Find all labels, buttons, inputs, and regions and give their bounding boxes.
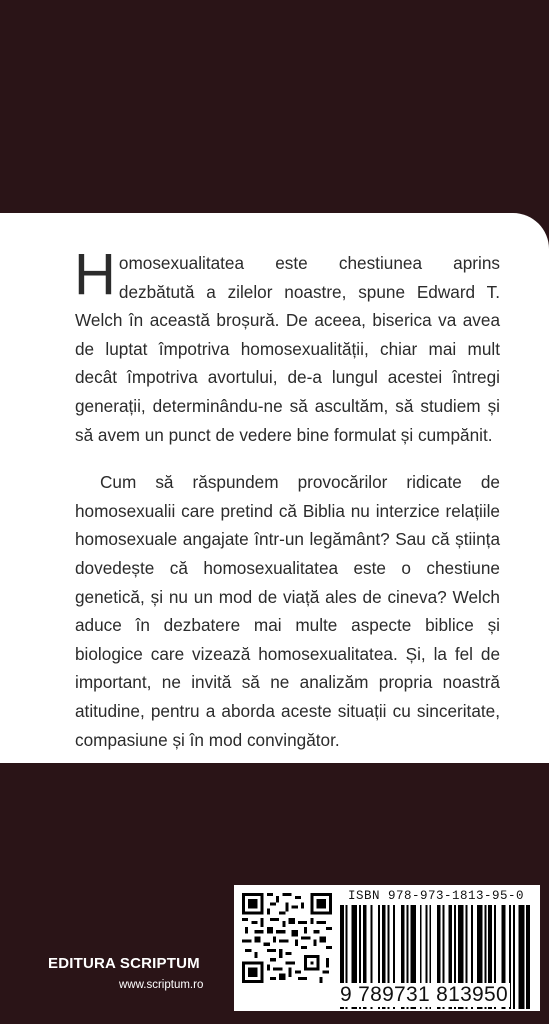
publisher-name: EDITURA SCRIPTUM xyxy=(48,955,200,972)
barcode-bar xyxy=(519,905,525,1009)
barcode-bar xyxy=(513,905,515,1009)
paragraph-1-text: omosexualitatea este chestiunea aprins dezbătută a zilelor noastre, spune Edward T. Welch în această broșură. De aceea, biserica va avea de luptat împotriva homosexualității, chiar mai mult decât împotriva avortului, de-a lungul acestei întregi generații, determinându-ne să ascultăm, să studiem și să avem un punct de vedere bine formulat și cumpănit. xyxy=(75,253,500,445)
paragraph-1 xyxy=(74,242,500,449)
isbn-label: ISBN 978-973-1813-95-0 xyxy=(348,889,525,903)
isbn-code-box xyxy=(234,885,540,1011)
paragraph-2: Cum să răspundem provocărilor ridicate de homosexualii care pretind că Biblia nu interzice relațiile homosexuale angajate într-un legământ? Sau că știința dovedește că homosexualitatea este o chestiune genetică, și nu un mod de viață ales de cineva? Welch aduce în dezbatere mai multe aspecte biblice și biologice care vizează homosexualitatea. Și, la fel de important, ne invită să ne analizăm propria noastră atitudine, pentru a aborda aceste situații cu sinceritate, compasiune și în mod convingător. xyxy=(75,472,500,750)
barcode-bar xyxy=(526,905,530,1009)
back-cover-description xyxy=(74,242,500,754)
qr-code-icon xyxy=(242,893,332,983)
publisher-website: www.scriptum.ro xyxy=(119,979,204,991)
barcode-digits: 9 789731 813950 xyxy=(340,983,508,1006)
drop-cap: H xyxy=(74,242,116,307)
